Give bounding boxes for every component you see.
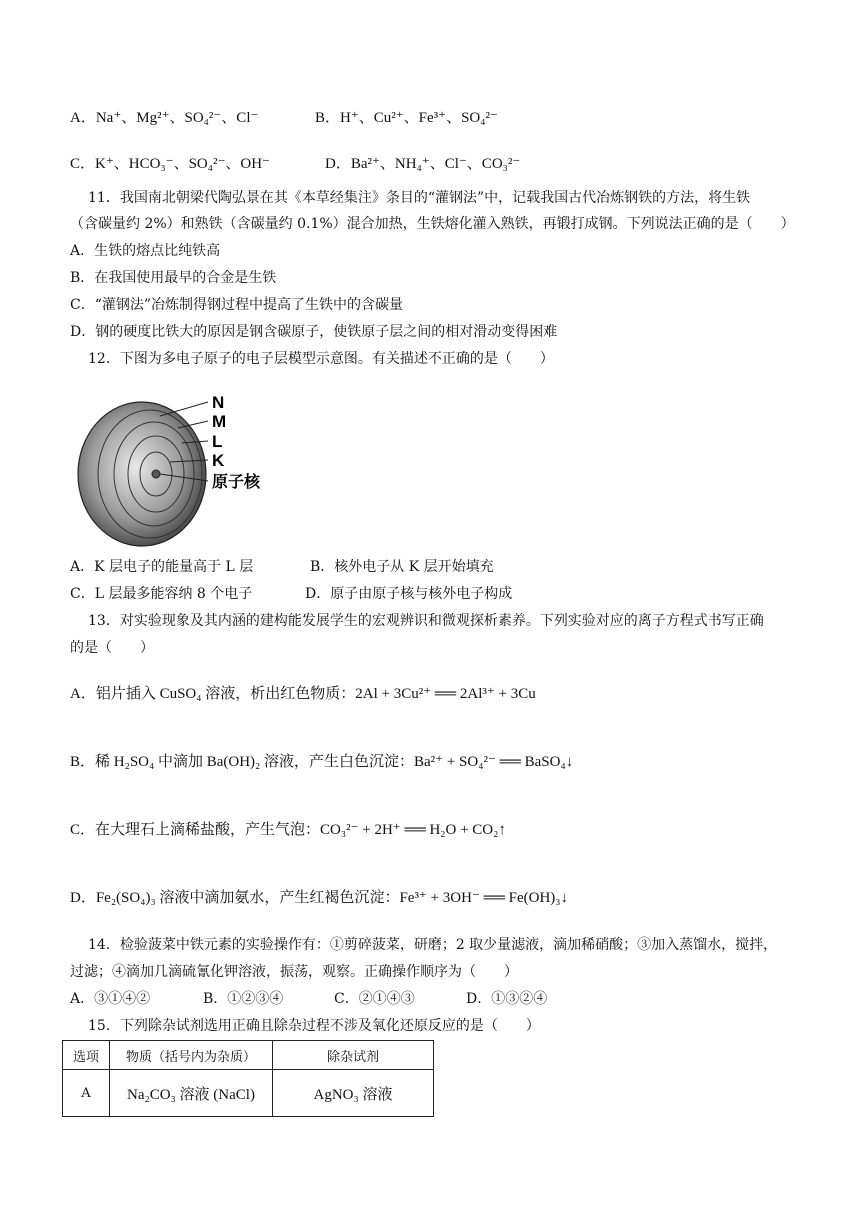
- q12-option-c: C．L 层最多能容纳 8 个电子: [70, 586, 253, 602]
- header-substance: 物质（括号内为杂质）: [110, 1041, 273, 1070]
- cell-reagent: AgNO₃ 溶液: [273, 1070, 434, 1117]
- q13-stem-line2: 的是（ ）: [70, 640, 154, 656]
- cell-option: A: [63, 1070, 110, 1117]
- q11-stem-line1: 11．我国南北朝梁代陶弘景在其《本草经集注》条目的“灌钢法”中，记载我国古代冶炼钢铁的方法，将生铁: [88, 190, 751, 206]
- table-header-row: [63, 1041, 434, 1070]
- q11-option-b: B．在我国使用最早的合金是生铁: [70, 270, 277, 286]
- q12-option-d: D．原子由原子核与核外电子构成: [305, 586, 513, 602]
- table-row: [63, 1070, 434, 1117]
- q13-option-c: C．在大理石上滴稀盐酸，产生气泡：CO₃²⁻ + 2H⁺ ══ H₂O + CO₂↑: [70, 822, 506, 838]
- q13-option-d: D．Fe₂(SO₄)₃ 溶液中滴加氨水，产生红褐色沉淀：Fe³⁺ + 3OH⁻ ══ Fe(OH)₃↓: [70, 890, 569, 906]
- q14-option-a: A．③①④②: [70, 991, 151, 1007]
- header-option: 选项: [63, 1041, 110, 1070]
- q12-stem: 12．下图为多电子原子的电子层模型示意图。有关描述不正确的是（ ）: [88, 351, 554, 367]
- label-k: K: [212, 451, 225, 470]
- q13-option-b: B．稀 H₂SO₄ 中滴加 Ba(OH)₂ 溶液，产生白色沉淀：Ba²⁺ + SO₄²⁻ ══ BaSO₄↓: [70, 754, 574, 770]
- q11-option-d: D．钢的硬度比铁大的原因是钢含碳原子，使铁原子层之间的相对滑动变得困难: [70, 324, 558, 340]
- nucleus: [152, 470, 160, 478]
- q11-option-a: A．生铁的熔点比纯铁高: [70, 243, 221, 259]
- q15-stem: 15．下列除杂试剂选用正确且除杂过程不涉及氧化还原反应的是（ ）: [88, 1018, 540, 1034]
- q14-stem-line2: 过滤；④滴加几滴硫氰化钾溶液，振荡，观察。正确操作顺序为（ ）: [70, 964, 518, 980]
- label-l: L: [212, 432, 223, 451]
- q11-stem-line2: （含碳量约 2%）和熟铁（含碳量约 0.1%）混合加热，生铁熔化灌入熟铁，再锻打成钢。下列说法正确的是（ ）: [70, 216, 795, 232]
- q11-option-c: C．“灌钢法”冶炼制得钢过程中提高了生铁中的含碳量: [70, 297, 404, 313]
- q14-stem-line1: 14．检验菠菜中铁元素的实验操作有：①剪碎菠菜，研磨；2 取少量滤液，滴加稀硝酸；③加入蒸馏水，搅拌，: [88, 937, 778, 953]
- q10-option-c: C．K⁺、HCO₃⁻、SO₄²⁻、OH⁻: [70, 156, 270, 172]
- electron-shell-diagram: [70, 388, 280, 548]
- q14-option-b: B．①②③④: [203, 991, 284, 1007]
- q14-option-d: D．①③②④: [466, 991, 548, 1007]
- q12-option-a: A．K 层电子的能量高于 L 层: [70, 559, 254, 575]
- label-nucleus: 原子核: [212, 472, 261, 491]
- q14-option-c: C．②①④③: [334, 991, 415, 1007]
- header-reagent: 除杂试剂: [273, 1041, 434, 1070]
- q10-option-d: D．Ba²⁺、NH₄⁺、Cl⁻、CO₃²⁻: [325, 156, 521, 172]
- q12-option-b: B．核外电子从 K 层开始填充: [310, 559, 494, 575]
- cell-substance: Na₂CO₃ 溶液 (NaCl): [110, 1070, 273, 1117]
- label-n: N: [212, 393, 225, 412]
- q15-table: [62, 1040, 434, 1117]
- shell-outer: [78, 402, 206, 546]
- q10-option-b: B．H⁺、Cu²⁺、Fe³⁺、SO₄²⁻: [315, 110, 498, 126]
- label-m: M: [212, 412, 227, 431]
- q10-option-a: A．Na⁺、Mg²⁺、SO₄²⁻、Cl⁻: [70, 110, 259, 126]
- q13-stem-line1: 13．对实验现象及其内涵的建构能发展学生的宏观辨识和微观探析素养。下列实验对应的离子方程式书写正确: [88, 613, 764, 629]
- q13-option-a: A．铝片插入 CuSO₄ 溶液，析出红色物质：2Al + 3Cu²⁺ ══ 2Al³⁺ + 3Cu: [70, 686, 536, 702]
